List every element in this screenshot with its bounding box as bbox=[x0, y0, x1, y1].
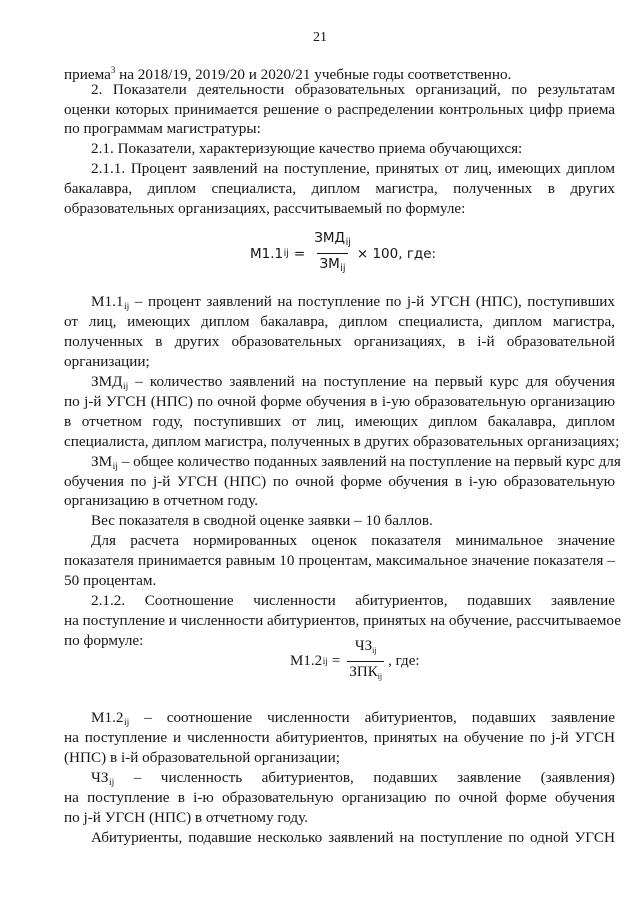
definition-text: – численность абитуриентов, подавших заявление (заявления) bbox=[114, 769, 615, 786]
numerator-text: ЧЗ bbox=[354, 638, 373, 654]
denominator-text: ЗМ bbox=[319, 256, 340, 272]
formula-tail: , где: bbox=[398, 245, 437, 262]
formula-subscript: ij bbox=[283, 248, 289, 259]
paragraph-line: Абитуриенты, подавшие несколько заявлений на поступление по одной УГСН bbox=[91, 829, 615, 846]
term: ЗМД bbox=[91, 373, 123, 390]
formula-equals: = bbox=[331, 653, 341, 669]
definition-text: – соотношение численности абитуриентов, подавших заявление bbox=[129, 709, 615, 726]
formula-subscript: ij bbox=[322, 656, 328, 667]
term-subscript: ij bbox=[124, 302, 130, 312]
definition-line: на поступление в i-ю образовательную организацию по очной форме обучения bbox=[64, 789, 615, 806]
paragraph-line: по формуле: bbox=[64, 632, 144, 649]
denominator-subscript: ij bbox=[340, 263, 346, 274]
definition-line: организации; bbox=[64, 353, 150, 370]
footnote-mark: 3 bbox=[110, 65, 116, 75]
text-fragment: приема bbox=[64, 66, 111, 83]
definition-line: полученных в других образовательных организациях, в i-й образовательной bbox=[64, 333, 615, 350]
paragraph-line: 2.1.2. Соотношение численности абитуриентов, подавших заявление bbox=[91, 592, 615, 609]
numerator-subscript: ij bbox=[372, 646, 377, 655]
paragraph-line: 2.1.1. Процент заявлений на поступление, принятых от лиц, имеющих диплом bbox=[91, 160, 615, 177]
paragraph-line: оценки которых принимается решение о распределении контрольных цифр приема bbox=[64, 101, 615, 118]
formula-denominator bbox=[317, 253, 347, 277]
definition-line: специалиста, диплом магистра, полученных в других образовательных организациях; bbox=[64, 433, 620, 450]
definition-text: – общее количество поданных заявлений на поступление на первый курс для bbox=[117, 453, 621, 470]
paragraph-line: бакалавра, диплом специалиста, диплом магистра, полученных в других bbox=[64, 180, 615, 197]
term-subscript: ij bbox=[108, 778, 115, 788]
definition-line: в отчетном году, поступивших от лиц, имеющих диплом бакалавра, диплом bbox=[64, 413, 615, 430]
formula-m1-2 bbox=[290, 638, 420, 685]
numerator-subscript: ij bbox=[345, 237, 351, 248]
formula-lhs: М1.2 bbox=[290, 653, 323, 669]
definition-line: (НПС) в i-й образовательной организации; bbox=[64, 749, 340, 766]
formula-numerator bbox=[312, 230, 353, 253]
formula-m1-1 bbox=[250, 230, 436, 277]
definition-line: от лиц, имеющих диплом бакалавра, диплом специалиста, диплом магистра, bbox=[64, 313, 615, 330]
formula-lhs: М1.1 bbox=[250, 245, 284, 262]
term: ЧЗ bbox=[91, 769, 109, 786]
definition-line: по j-й УГСН (НПС) в отчетному году. bbox=[64, 809, 308, 826]
term: ЗМ bbox=[91, 453, 113, 470]
text-fragment: на 2018/19, 2019/20 и 2020/21 учебные годы соответственно. bbox=[115, 66, 512, 83]
paragraph-line: по программам магистратуры: bbox=[64, 120, 261, 137]
formula-numerator bbox=[353, 638, 379, 661]
paragraph-line: 50 процентам. bbox=[64, 572, 157, 589]
term-subscript: ij bbox=[112, 462, 118, 472]
paragraph-line: Для расчета нормированных оценок показателя минимальное значение bbox=[91, 532, 615, 549]
section-heading: 2.1. Показатели, характеризующие качество приема обучающихся: bbox=[91, 140, 523, 157]
term: М1.2 bbox=[91, 709, 124, 726]
formula-fraction bbox=[312, 230, 353, 277]
definition-text: – процент заявлений на поступление по j-й УГСН (НПС), поступивших bbox=[129, 293, 615, 310]
definition-line: по j-й УГСН (НПС) по очной форме обучения в i-ую образовательную организацию bbox=[64, 393, 615, 410]
definition-line: обучения по j-й УГСН (НПС) по очной форме обучения в i-ую образовательную bbox=[64, 473, 615, 490]
term: М1.1 bbox=[91, 293, 124, 310]
paragraph-line: 2. Показатели деятельности образовательных организаций, по результатам bbox=[91, 81, 615, 98]
formula-fraction bbox=[347, 638, 384, 685]
page-number: 21 bbox=[313, 30, 327, 45]
term-subscript: ij bbox=[124, 718, 130, 728]
numerator-text: ЗМД bbox=[314, 230, 346, 246]
paragraph-line: показателя принимается равным 10 процентам, максимальное значение показателя – bbox=[64, 552, 615, 569]
definition-text: – количество заявлений на поступление на первый курс для обучения bbox=[128, 373, 615, 390]
definition-line: организацию в отчетном году. bbox=[64, 492, 259, 509]
formula-multiplier: × 100 bbox=[356, 245, 399, 262]
paragraph-line: на поступление и численности абитуриентов, принятых на обучение, рассчитываемое bbox=[64, 612, 621, 629]
formula-tail: , где: bbox=[388, 653, 420, 669]
term-subscript: ij bbox=[122, 382, 129, 392]
weight-line: Вес показателя в сводной оценке заявки – 10 баллов. bbox=[91, 512, 433, 529]
paragraph-line: образовательных организациях, рассчитываемый по формуле: bbox=[64, 200, 466, 217]
formula-equals: = bbox=[293, 245, 306, 262]
denominator-text: ЗПК bbox=[349, 664, 378, 680]
definition-line: на поступление и численности абитуриентов, принятых на обучение по j-й УГСН bbox=[64, 729, 615, 746]
formula-denominator bbox=[347, 661, 384, 685]
denominator-subscript: ij bbox=[377, 672, 383, 681]
